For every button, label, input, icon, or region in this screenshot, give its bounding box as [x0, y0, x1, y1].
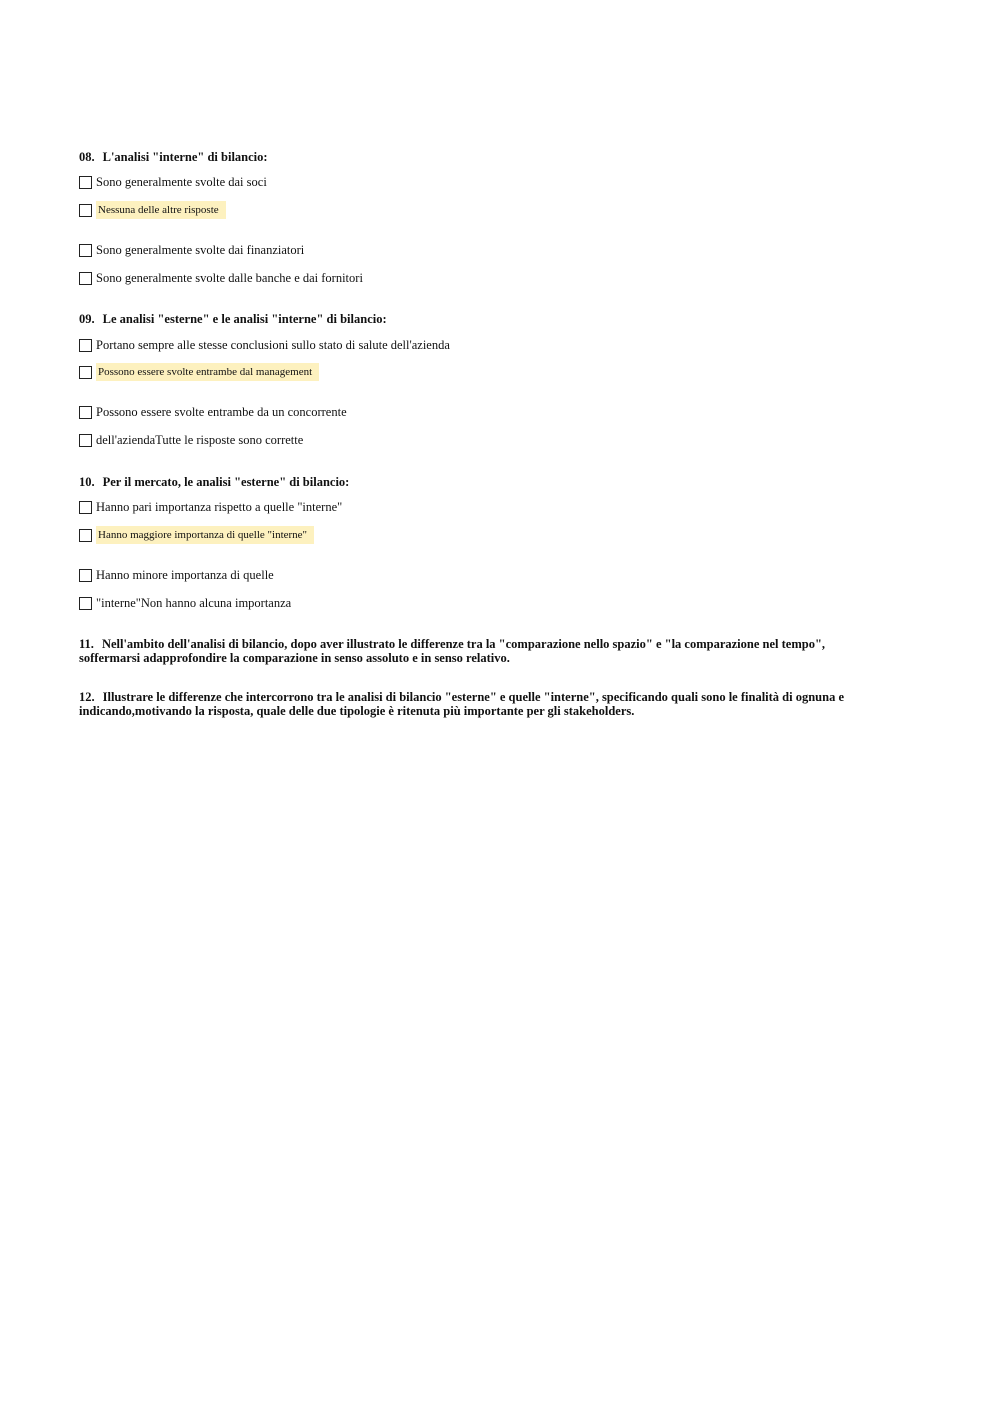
question-09-option-3[interactable]: [79, 403, 347, 421]
question-09-option-4[interactable]: [79, 431, 303, 449]
checkbox[interactable]: [79, 501, 92, 514]
checkbox[interactable]: [79, 406, 92, 419]
question-10-option-3[interactable]: [79, 566, 274, 584]
question-08-option-1[interactable]: [79, 173, 267, 191]
option-label-highlighted: Possono essere svolte entrambe dal management: [96, 363, 319, 381]
question-number: 12.: [79, 690, 95, 704]
checkbox[interactable]: [79, 339, 92, 352]
checkbox[interactable]: [79, 434, 92, 447]
question-text: L'analisi "interne" di bilancio:: [102, 150, 268, 164]
question-number: 11.: [79, 637, 94, 651]
question-text: Illustrare le differenze che intercorrono tra le analisi di bilancio "esterne" e quelle "interne", specificando quali sono le finalità di ognuna e indicando,motivando la risposta, quale delle due tipologie è ritenuta più importante per gli stakeholders.: [79, 690, 845, 718]
option-label: Sono generalmente svolte dalle banche e dai fornitori: [96, 270, 363, 285]
checkbox[interactable]: [79, 272, 92, 285]
question-08-option-4[interactable]: [79, 269, 363, 287]
option-label: Possono essere svolte entrambe da un concorrente: [96, 404, 347, 419]
option-label: Sono generalmente svolte dai soci: [96, 174, 267, 189]
question-12: [79, 690, 879, 718]
question-10-option-2[interactable]: [79, 526, 314, 544]
question-text: Le analisi "esterne" e le analisi "interne" di bilancio:: [102, 312, 387, 326]
question-10-option-4[interactable]: [79, 594, 291, 612]
checkbox[interactable]: [79, 366, 92, 379]
checkbox[interactable]: [79, 529, 92, 542]
question-09-title: [79, 312, 387, 327]
checkbox[interactable]: [79, 244, 92, 257]
question-10-option-1[interactable]: [79, 498, 342, 516]
question-09-option-1[interactable]: [79, 336, 450, 354]
question-08-option-2[interactable]: [79, 201, 226, 219]
question-08-title: [79, 150, 268, 165]
question-11: [79, 637, 879, 665]
checkbox[interactable]: [79, 176, 92, 189]
question-10-title: [79, 475, 349, 490]
option-label: dell'aziendaTutte le risposte sono corrette: [96, 432, 304, 447]
option-label: Portano sempre alle stesse conclusioni sullo stato di salute dell'azienda: [96, 337, 450, 352]
question-09-option-2[interactable]: [79, 363, 319, 381]
question-08-option-3[interactable]: [79, 241, 304, 259]
option-label: "interne"Non hanno alcuna importanza: [96, 595, 292, 610]
question-number: 10.: [79, 475, 95, 489]
option-label-highlighted: Hanno maggiore importanza di quelle "interne": [96, 526, 314, 544]
option-label: Hanno minore importanza di quelle: [96, 567, 274, 582]
question-number: 09.: [79, 312, 95, 326]
checkbox[interactable]: [79, 597, 92, 610]
option-label: Hanno pari importanza rispetto a quelle "interne": [96, 499, 343, 514]
option-label-highlighted: Nessuna delle altre risposte: [96, 201, 226, 219]
option-label: Sono generalmente svolte dai finanziatori: [96, 242, 305, 257]
checkbox[interactable]: [79, 204, 92, 217]
question-text: Per il mercato, le analisi "esterne" di bilancio:: [102, 475, 350, 489]
question-text: Nell'ambito dell'analisi di bilancio, dopo aver illustrato le differenze tra la "comparazione nello spazio" e "la comparazione nel tempo", soffermarsi adapprofondire la comparazione in senso assoluto e in senso relativo.: [79, 637, 826, 665]
question-number: 08.: [79, 150, 95, 164]
checkbox[interactable]: [79, 569, 92, 582]
